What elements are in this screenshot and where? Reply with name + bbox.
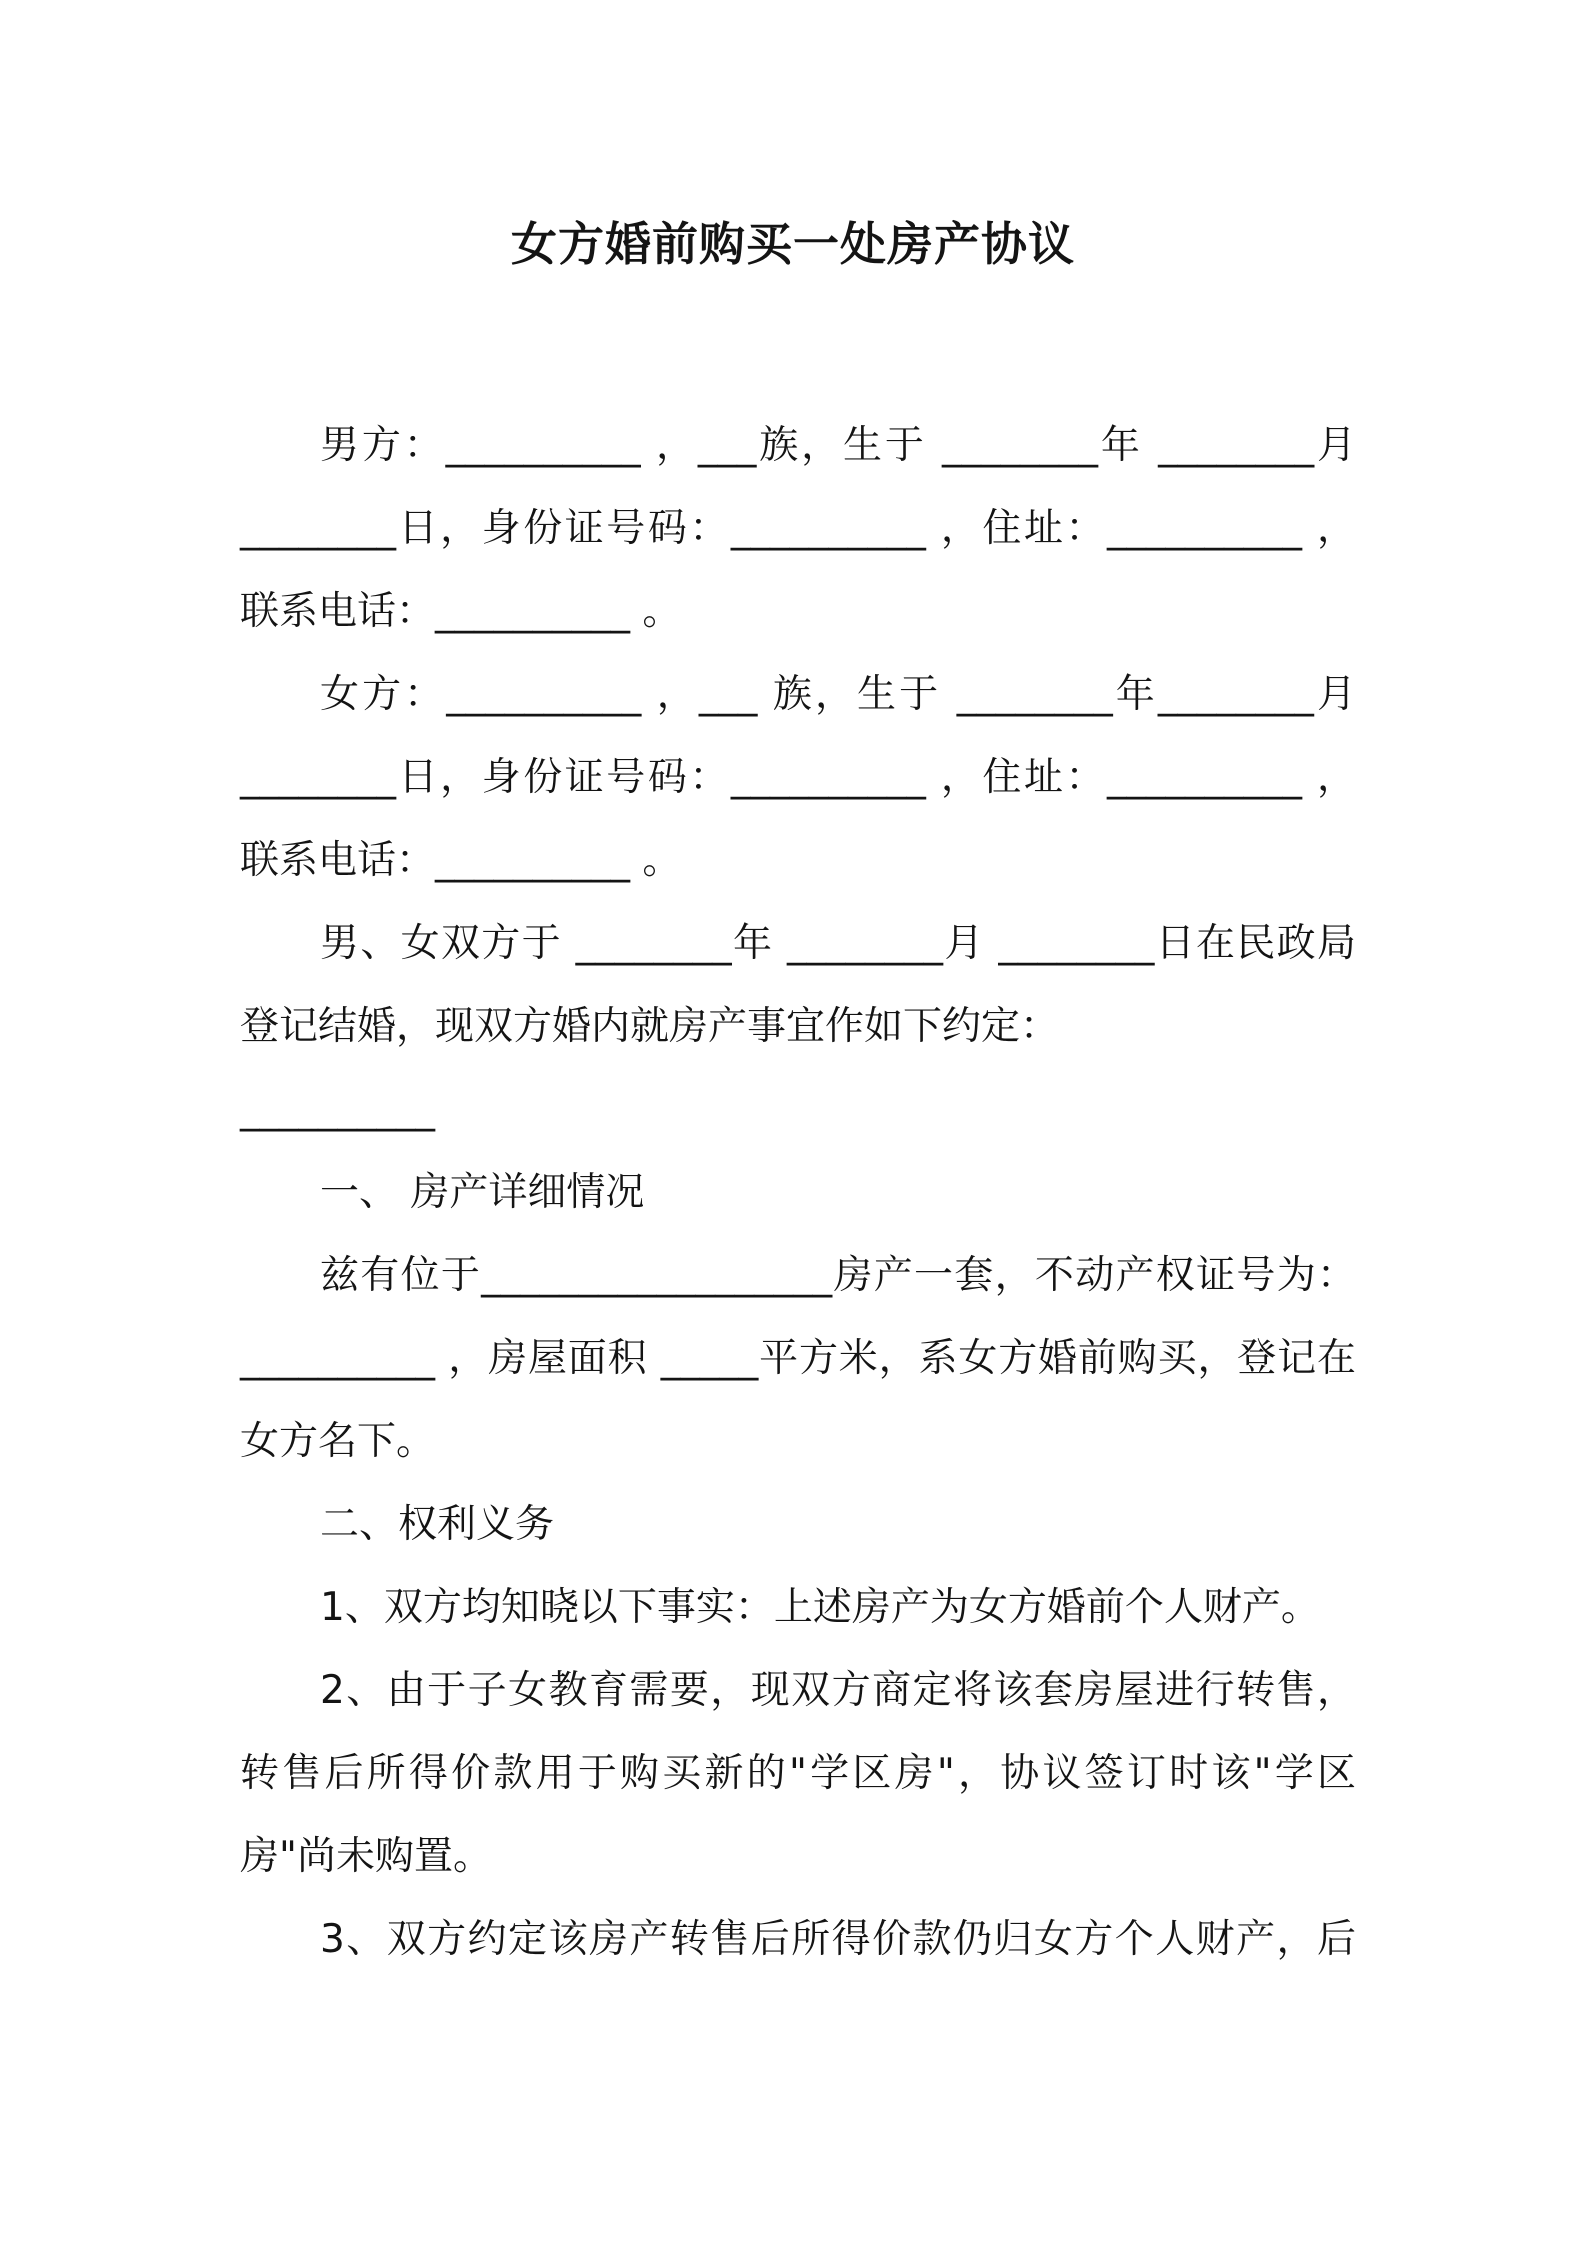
section-heading-rights-obligations: 二、权利义务 xyxy=(320,1502,555,1547)
paragraph-blank-line: __________ xyxy=(240,1087,435,1132)
clause-2: 2、由于子女教育需要，现双方商定将该套房屋进行转售，转售后所得价款用于购买新的"学区房"，协议签订时该"学区房"尚未购置。 xyxy=(240,1668,1356,1879)
paragraph-property-details: 兹有位于__________________房产一套，不动产权证号为：__________ ，房屋面积 _____平方米，系女方婚前购买，登记在女方名下。 xyxy=(240,1253,1356,1464)
paragraph-male-party: 男方：__________ ，___族，生于 ________年 ________月 ________日，身份证号码：__________ ，住址：__________ ，联系电话：__________ 。 xyxy=(240,423,1356,634)
paragraph-female-party: 女方：__________ ，___ 族，生于 ________年________月 ________日，身份证号码：__________ ，住址：__________ ，联系电话：__________ 。 xyxy=(240,672,1356,883)
paragraph-marriage-registration: 男、女双方于 ________年 ________月 ________日在民政局登记结婚，现双方婚内就房产事宜作如下约定： xyxy=(240,921,1356,1049)
section-heading-property-details: 一、 房产详细情况 xyxy=(320,1170,645,1215)
document-title: 女方婚前购买一处房产协议 xyxy=(511,217,1075,271)
document-body xyxy=(240,404,1356,1981)
clause-1: 1、双方均知晓以下事实：上述房产为女方婚前个人财产。 xyxy=(320,1585,1320,1630)
clause-3: 3、双方约定该房产转售后所得价款仍归女方个人财产，后 xyxy=(320,1917,1356,1962)
